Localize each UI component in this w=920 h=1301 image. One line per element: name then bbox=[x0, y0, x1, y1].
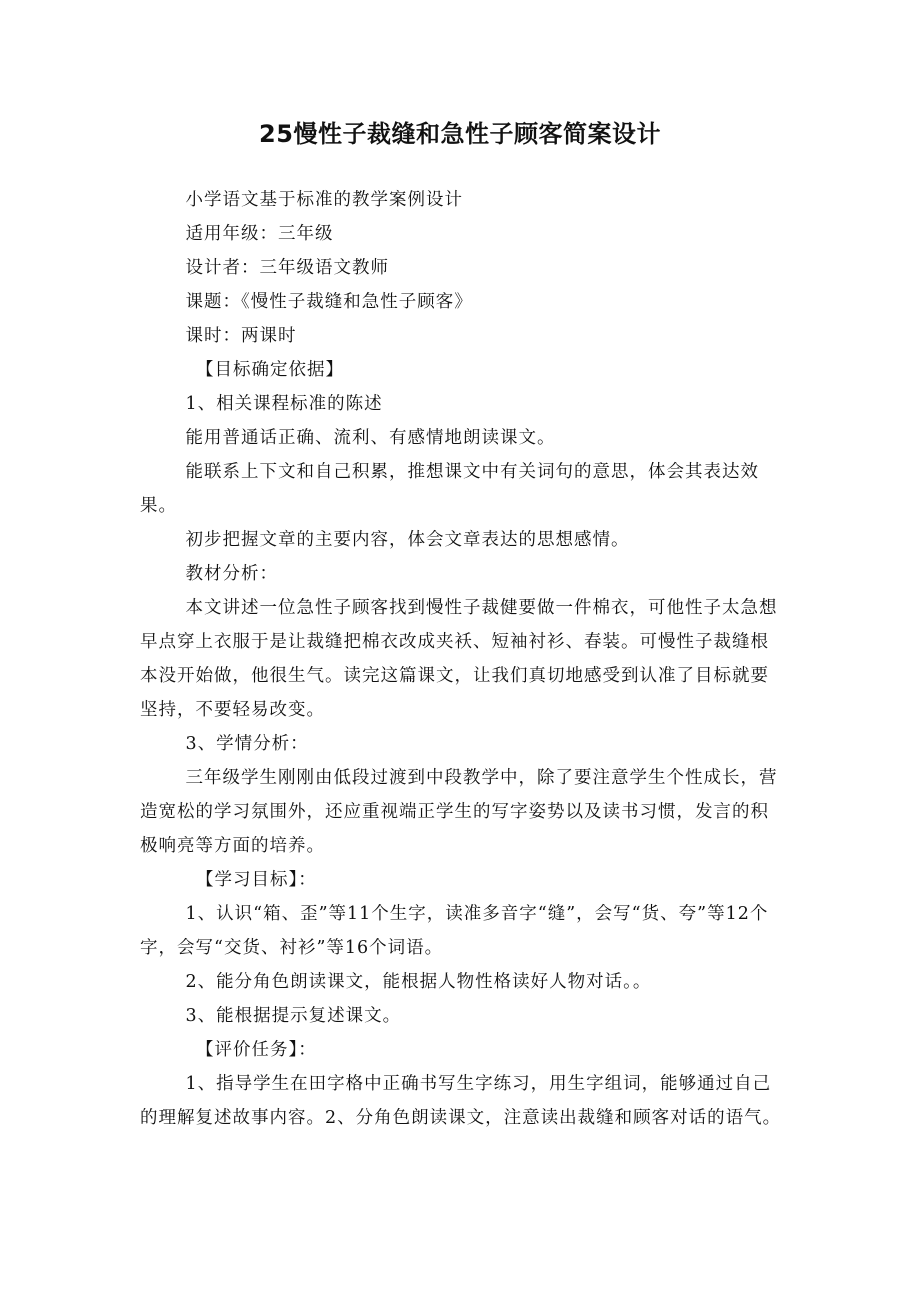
paragraph-intro: 小学语文基于标准的教学案例设计 bbox=[185, 190, 463, 210]
paragraph-standard-2: 能联系上下文和自己积累，推想课文中有关词句的意思，体会其表达效果。 bbox=[140, 462, 759, 516]
paragraph-goal-3: 3、能根据提示复述课文。 bbox=[185, 1006, 402, 1026]
paragraph-goal-1: 1、认识“箱、歪”等11个生字，读准多音字“缝”，会写“货、夸”等12个字，会写“交货、衬衫”等16个词语。 bbox=[140, 904, 769, 958]
paragraph-goal-2: 2、能分角色朗读课文，能根据人物性格读好人物对话。。 bbox=[185, 972, 652, 992]
paragraph-grade: 适用年级：三年级 bbox=[185, 224, 334, 244]
paragraph-topic: 课题：《慢性子裁缝和急性子顾客》 bbox=[185, 292, 473, 312]
paragraph-assessment-tasks: 1、指导学生在田字格中正确书写生字练习，用生字组词，能够通过自己的理解复述故事内容。2、分角色朗读课文，注意读出裁缝和顾客对话的语气。 bbox=[140, 1074, 782, 1128]
paragraph-material-analysis: 本文讲述一位急性子顾客找到慢性子裁健要做一件棉衣，可他性子太急想早点穿上衣服于是让裁缝把棉衣改成夹袄、短袖衬衫、春装。可慢性子裁缝根本没开始做，他很生气。读完这篇课文，让我们真切地感受到认准了目标就要坚持，不要轻易改变。 bbox=[140, 598, 778, 720]
paragraph-standards-heading: 1、相关课程标准的陈述 bbox=[185, 394, 383, 414]
heading-assessment: 【评价任务】： bbox=[196, 1040, 317, 1060]
paragraph-material-heading: 教材分析： bbox=[185, 564, 278, 584]
document-body bbox=[140, 183, 785, 1135]
paragraph-standard-3: 初步把握文章的主要内容，体会文章表达的思想感情。 bbox=[185, 530, 630, 550]
paragraph-periods: 课时：两课时 bbox=[185, 326, 297, 346]
document-title: 25慢性子裁缝和急性子顾客简案设计 bbox=[259, 120, 661, 148]
paragraph-learner-heading: 3、学情分析： bbox=[185, 734, 309, 754]
paragraph-learner-analysis: 三年级学生刚刚由低段过渡到中段教学中，除了要注意学生个性成长，营造宽松的学习氛围外，还应重视端正学生的写字姿势以及读书习惯，发言的积极响亮等方面的培养。 bbox=[140, 768, 778, 856]
heading-goal-basis: 【目标确定依据】 bbox=[196, 360, 344, 380]
paragraph-standard-1: 能用普通话正确、流利、有感情地朗读课文。 bbox=[185, 428, 556, 448]
heading-learning-goals: 【学习目标】： bbox=[196, 870, 317, 890]
paragraph-designer: 设计者：三年级语文教师 bbox=[185, 258, 389, 278]
